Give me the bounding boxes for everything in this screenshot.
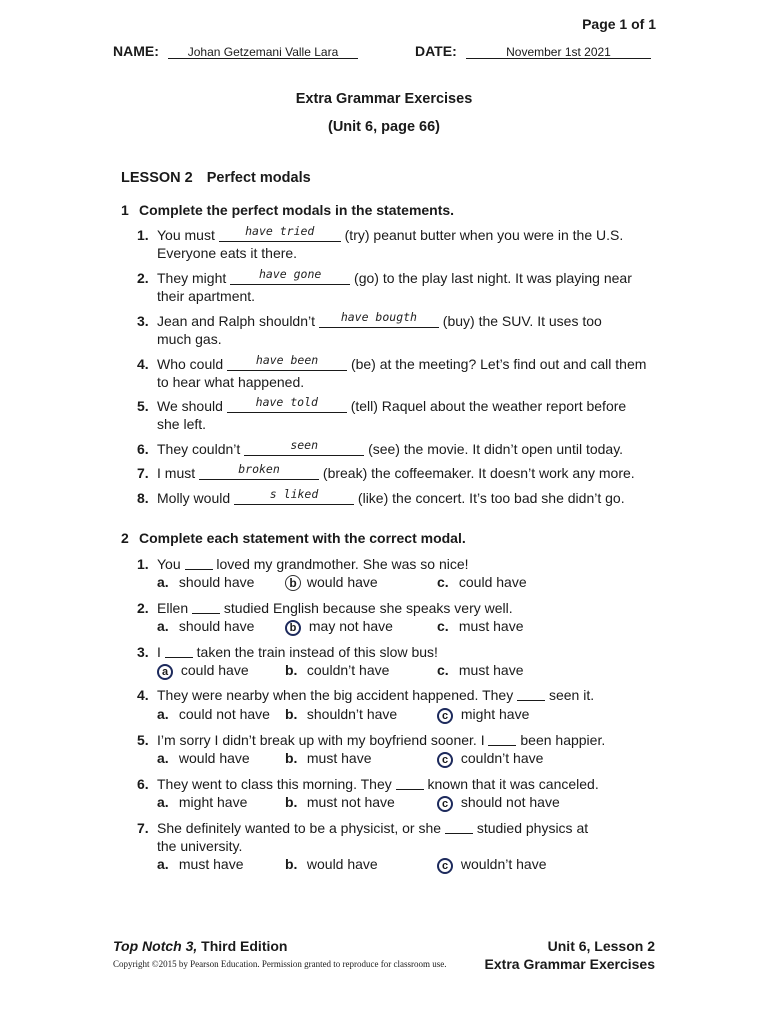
option-text: might have: [178, 794, 248, 810]
item-number: 5.: [137, 398, 149, 414]
item-text-before: I must: [157, 465, 196, 481]
option-letter: b.: [285, 856, 298, 872]
item-text-before: Jean and Ralph shouldn’t: [157, 313, 316, 329]
item-text-after: loved my grandmother. She was so nice!: [216, 556, 469, 572]
answer-blank[interactable]: [227, 395, 347, 413]
answer-blank[interactable]: [219, 224, 341, 242]
option-letter: a.: [157, 856, 169, 872]
option-text: must have: [458, 662, 524, 678]
item-text-before: Who could: [157, 356, 224, 372]
option-letter: c.: [437, 618, 449, 634]
item-number: 6.: [137, 441, 149, 457]
option-text: should not have: [460, 794, 560, 810]
copyright-notice: Copyright ©2015 by Pearson Education. Permission granted to reproduce for classroom use.: [113, 959, 447, 969]
item-text-before: You: [157, 556, 181, 572]
question-item: [137, 686, 667, 704]
item-number: 1.: [137, 227, 149, 243]
item-text-line2: the university.: [157, 838, 243, 854]
date-label: DATE:: [415, 43, 457, 59]
option-a[interactable]: [157, 794, 247, 810]
option-letter: c.: [437, 662, 449, 678]
answer-blank[interactable]: [244, 438, 364, 456]
page-number: Page 1 of 1: [582, 16, 656, 32]
option-c[interactable]: [437, 662, 523, 678]
option-text: should have: [178, 618, 255, 634]
item-text: [157, 464, 667, 482]
item-text-after: been happier.: [520, 732, 606, 748]
option-letter: c.: [437, 574, 449, 590]
option-text: must have: [458, 618, 524, 634]
item-number: 3.: [137, 644, 149, 660]
lesson-label: LESSON 2: [121, 170, 193, 186]
item-text: [157, 489, 667, 507]
option-text: would have: [178, 750, 250, 766]
name-field: [168, 44, 358, 59]
option-c[interactable]: [437, 706, 529, 724]
answer-blank: [192, 602, 220, 614]
item-text: [157, 686, 667, 704]
item-text-after: (tell) Raquel about the weather report before: [350, 398, 627, 414]
option-b[interactable]: [285, 618, 393, 636]
item-text-line2: to hear what happened.: [157, 374, 305, 390]
option-letter: b.: [285, 662, 298, 678]
option-a[interactable]: [157, 662, 249, 680]
option-c[interactable]: [437, 574, 527, 590]
item-number: 1.: [137, 556, 149, 572]
handwritten-answer: seen: [290, 438, 319, 452]
date-value: November 1st 2021: [506, 45, 611, 59]
item-text-after: (break) the coffeemaker. It doesn’t work any more.: [322, 465, 635, 481]
section-number: 2: [121, 530, 129, 546]
circled-option-marker: b: [285, 620, 301, 636]
item-text: [157, 397, 667, 433]
circled-option-marker: c: [437, 858, 453, 874]
option-text: must not have: [306, 794, 395, 810]
item-text-before: We should: [157, 398, 223, 414]
item-text-line2: she left.: [157, 416, 207, 432]
item-text-after: taken the train instead of this slow bus!: [196, 644, 438, 660]
item-text-after: (like) the concert. It’s too bad she didn’t go.: [357, 490, 625, 506]
answer-blank[interactable]: [234, 487, 354, 505]
option-letter: a.: [157, 574, 169, 590]
item-text-before: They might: [157, 270, 227, 286]
section-1-heading: [121, 202, 454, 218]
footer-extra: Extra Grammar Exercises: [484, 956, 655, 972]
handwritten-answer: have been: [255, 353, 319, 367]
exercise-item: [137, 397, 667, 433]
option-text: would have: [306, 574, 378, 590]
option-text: shouldn’t have: [306, 706, 398, 722]
item-text-before: They couldn’t: [157, 441, 241, 457]
item-text: [157, 355, 667, 391]
item-text: [157, 775, 667, 793]
question-item: [137, 643, 667, 661]
worksheet-title: Extra Grammar Exercises: [295, 91, 473, 107]
exercise-item: [137, 312, 667, 348]
option-c[interactable]: [437, 750, 543, 768]
handwritten-answer: have tried: [245, 224, 315, 238]
answer-blank[interactable]: [227, 353, 347, 371]
item-text-after: (be) at the meeting? Let’s find out and call them: [350, 356, 647, 372]
section-2-heading: [121, 530, 466, 546]
option-text: could have: [180, 662, 249, 678]
item-number: 2.: [137, 600, 149, 616]
question-item: [137, 731, 667, 749]
question-item: [137, 819, 667, 855]
item-text-after: known that it was canceled.: [427, 776, 599, 792]
item-text-after: studied physics at: [476, 820, 589, 836]
item-text: [157, 819, 667, 855]
option-b[interactable]: [285, 662, 389, 678]
exercise-item: [137, 464, 667, 482]
handwritten-answer: s liked: [269, 487, 319, 501]
item-text: [157, 269, 667, 305]
circled-option-marker: c: [437, 796, 453, 812]
option-text: could not have: [178, 706, 270, 722]
handwritten-answer: have gone: [258, 267, 322, 281]
exercise-item: [137, 489, 667, 507]
answer-blank: [396, 778, 424, 790]
answer-blank: [488, 734, 516, 746]
item-text: [157, 731, 667, 749]
answer-blank[interactable]: [319, 310, 439, 328]
item-number: 7.: [137, 820, 149, 836]
footer-unit: Unit 6, Lesson 2: [547, 938, 655, 954]
option-b[interactable]: [285, 856, 378, 872]
option-b[interactable]: [285, 750, 371, 766]
item-text-before: They were nearby when the big accident happened. They: [157, 687, 514, 703]
exercise-item: [137, 355, 667, 391]
option-text: couldn’t have: [460, 750, 544, 766]
item-text-after: studied English because she speaks very well.: [223, 600, 513, 616]
option-c[interactable]: [437, 794, 560, 812]
option-text: must have: [306, 750, 372, 766]
option-text: must have: [178, 856, 244, 872]
exercise-item: [137, 269, 667, 305]
section-number: 1: [121, 202, 129, 218]
item-number: 4.: [137, 356, 149, 372]
item-text: [157, 226, 667, 262]
option-b[interactable]: [285, 794, 395, 810]
item-text-before: She definitely wanted to be a physicist, or she: [157, 820, 442, 836]
answer-blank: [517, 689, 545, 701]
item-text-line2: Everyone eats it there.: [157, 245, 298, 261]
item-text-before: Molly would: [157, 490, 231, 506]
item-number: 3.: [137, 313, 149, 329]
item-text: [157, 440, 667, 458]
item-text-after: (go) to the play last night. It was playing near: [354, 270, 632, 286]
answer-blank: [185, 558, 213, 570]
item-text-before: Ellen: [157, 600, 189, 616]
circled-option-marker: c: [437, 708, 453, 724]
item-text-after: seen it.: [548, 687, 595, 703]
question-item: [137, 775, 667, 793]
option-text: could have: [458, 574, 527, 590]
handwritten-answer: broken: [238, 462, 280, 476]
item-text: [157, 555, 667, 573]
answer-blank: [165, 646, 193, 658]
worksheet-subtitle: (Unit 6, page 66): [328, 119, 440, 135]
section-instruction: Complete each statement with the correct modal.: [139, 530, 466, 546]
option-letter: b.: [285, 794, 298, 810]
question-item: [137, 555, 667, 573]
date-field: [466, 44, 651, 59]
option-a[interactable]: [157, 750, 250, 766]
option-a[interactable]: [157, 706, 270, 722]
item-text: [157, 599, 667, 617]
item-text-before: They went to class this morning. They: [157, 776, 392, 792]
item-number: 8.: [137, 490, 149, 506]
option-b[interactable]: [285, 706, 397, 722]
item-text-after: (see) the movie. It didn’t open until today.: [368, 441, 624, 457]
item-text-after: (try) peanut butter when you were in the U.S.: [344, 227, 624, 243]
answer-blank[interactable]: [199, 462, 319, 480]
option-c[interactable]: [437, 856, 547, 874]
item-text-before: I: [157, 644, 161, 660]
name-value: Johan Getzemani Valle Lara: [187, 45, 339, 59]
item-number: 4.: [137, 687, 149, 703]
option-a[interactable]: [157, 574, 254, 590]
item-text-before: I’m sorry I didn’t break up with my boyfriend sooner. I: [157, 732, 485, 748]
option-b[interactable]: [285, 574, 378, 591]
circled-option-marker: a: [157, 664, 173, 680]
option-text: should have: [178, 574, 255, 590]
handwritten-answer: have told: [255, 395, 318, 409]
lesson-topic: Perfect modals: [206, 170, 311, 186]
circled-option-marker: c: [437, 752, 453, 768]
option-a[interactable]: [157, 856, 243, 872]
option-letter: b.: [285, 706, 298, 722]
option-letter: a.: [157, 618, 169, 634]
item-text-before: You must: [157, 227, 215, 243]
item-number: 5.: [137, 732, 149, 748]
book-title: Top Notch 3, Third Edition: [113, 938, 288, 954]
option-text: couldn’t have: [306, 662, 390, 678]
option-text: would have: [306, 856, 378, 872]
item-number: 6.: [137, 776, 149, 792]
item-number: 2.: [137, 270, 149, 286]
lesson-heading: [121, 170, 311, 186]
exercise-item: [137, 440, 667, 458]
item-text: [157, 312, 667, 348]
option-letter: a.: [157, 706, 169, 722]
item-text-line2: much gas.: [157, 331, 222, 347]
answer-blank: [445, 822, 473, 834]
handwritten-answer: have bougth: [340, 310, 417, 324]
circled-option-marker: b: [285, 575, 301, 591]
name-label: NAME:: [113, 43, 159, 59]
option-a[interactable]: [157, 618, 254, 634]
answer-blank[interactable]: [230, 267, 350, 285]
question-item: [137, 599, 667, 617]
item-number: 7.: [137, 465, 149, 481]
item-text-after: (buy) the SUV. It uses too: [442, 313, 602, 329]
item-text: [157, 643, 667, 661]
option-text: might have: [460, 706, 530, 722]
option-letter: a.: [157, 794, 169, 810]
option-text: may not have: [308, 618, 393, 634]
section-instruction: Complete the perfect modals in the statements.: [139, 202, 455, 218]
option-letter: b.: [285, 750, 298, 766]
option-text: wouldn’t have: [460, 856, 547, 872]
option-c[interactable]: [437, 618, 523, 634]
exercise-item: [137, 226, 667, 262]
option-letter: a.: [157, 750, 169, 766]
item-text-line2: their apartment.: [157, 288, 256, 304]
